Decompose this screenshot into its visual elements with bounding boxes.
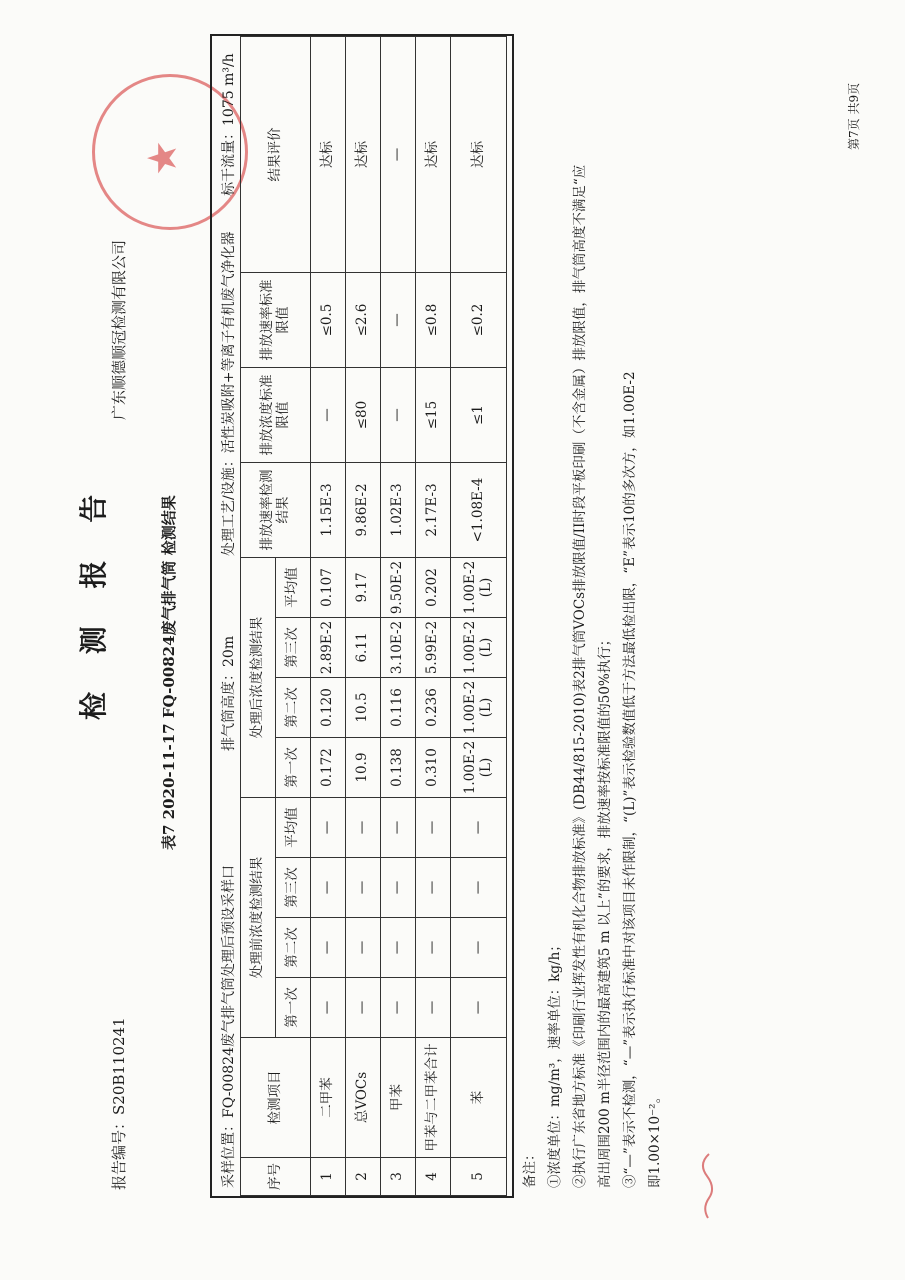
notes-label: 备注： xyxy=(522,1147,538,1188)
signature-mark xyxy=(700,1150,714,1220)
cell-rate-limit: ≤2.6 xyxy=(346,273,381,368)
cell-rate-limit: ≤0.8 xyxy=(416,273,451,368)
cell-post2: 0.116 xyxy=(381,678,416,738)
header-pre-second: 第二次 xyxy=(276,918,311,978)
header-pre-group: 处理前浓度检测结果 xyxy=(241,798,276,1038)
cell-conc-limit: — xyxy=(311,368,346,463)
cell-seq: 5 xyxy=(451,1158,507,1196)
results-frame xyxy=(210,34,514,1198)
cell-pre-avg: — xyxy=(451,798,507,858)
cell-pre3: — xyxy=(346,858,381,918)
cell-post-avg: 0.202 xyxy=(416,558,451,618)
cell-post-avg: 9.50E-2 xyxy=(381,558,416,618)
header-rate-limit: 排放速率标准限值 xyxy=(241,273,311,368)
seal-star-icon: ★ xyxy=(140,140,186,176)
cell-eval: 达标 xyxy=(451,37,507,273)
header-seq: 序号 xyxy=(241,1158,311,1196)
cell-seq: 2 xyxy=(346,1158,381,1196)
cell-conc-limit: ≤80 xyxy=(346,368,381,463)
cell-rate: 9.86E-2 xyxy=(346,463,381,558)
note-2a: ②执行广东省地方标准《印刷行业挥发性有机化合物排放标准》(DB44/815-2010)表2排气筒VOCs排放限值/II时段平板印刷（不含金属）排放限值，排气筒高度不满足“应 xyxy=(572,164,588,1188)
cell-post2: 0.236 xyxy=(416,678,451,738)
note-3a: ③“—”表示不检测，“—”表示执行标准中对该项目未作限制，“(L)”表示检验数值低于方法最低检出限，“E”表示10的多次方，如1.00E-2 xyxy=(622,371,638,1188)
cell-item: 总VOCs xyxy=(346,1038,381,1158)
cell-item: 二甲苯 xyxy=(311,1038,346,1158)
table-row xyxy=(346,37,381,1196)
cell-pre1: — xyxy=(311,978,346,1038)
page-footer: 第7页 共9页 xyxy=(847,82,861,150)
cell-post1: 1.00E-2 (L) xyxy=(451,738,507,798)
report-title: 检 测 报 告 xyxy=(77,480,110,720)
company-name: 广东顺德顺冠检测有限公司 xyxy=(110,239,128,420)
cell-seq: 3 xyxy=(381,1158,416,1196)
cell-pre1: — xyxy=(416,978,451,1038)
cell-post3: 3.10E-2 xyxy=(381,618,416,678)
cell-pre1: — xyxy=(381,978,416,1038)
header-row-1 xyxy=(241,37,276,1196)
note-1: ①浓度单位：mg/m³，速率单位：kg/h； xyxy=(547,938,563,1188)
cell-post1: 0.172 xyxy=(311,738,346,798)
header-item: 检测项目 xyxy=(241,1038,311,1158)
cell-rate: 1.15E-3 xyxy=(311,463,346,558)
header-rate: 排放速率检测结果 xyxy=(241,463,311,558)
cell-rate-limit: ≤0.5 xyxy=(311,273,346,368)
cell-post-avg: 9.17 xyxy=(346,558,381,618)
cell-rate: 1.02E-3 xyxy=(381,463,416,558)
gas-flow: 标干流量：1075 m³/h xyxy=(221,53,237,196)
cell-post3: 2.89E-2 xyxy=(311,618,346,678)
cell-pre-avg: — xyxy=(311,798,346,858)
table-caption: 表7 2020-11-17 FQ-00824废气排气筒 检测结果 xyxy=(160,495,178,850)
cell-pre3: — xyxy=(416,858,451,918)
cell-pre3: — xyxy=(311,858,346,918)
header-post-third: 第三次 xyxy=(276,618,311,678)
cell-eval: 达标 xyxy=(346,37,381,273)
header-pre-first: 第一次 xyxy=(276,978,311,1038)
cell-pre1: — xyxy=(346,978,381,1038)
table-row xyxy=(416,37,451,1196)
cell-post3: 5.99E-2 xyxy=(416,618,451,678)
results-table xyxy=(240,36,507,1196)
cell-post-avg: 0.107 xyxy=(311,558,346,618)
cell-conc-limit: ≤15 xyxy=(416,368,451,463)
report-number: 报告编号：S20B110241 xyxy=(110,1017,128,1190)
cell-pre2: — xyxy=(346,918,381,978)
cell-rate-limit: ≤0.2 xyxy=(451,273,507,368)
cell-seq: 1 xyxy=(311,1158,346,1196)
cell-eval: 达标 xyxy=(311,37,346,273)
cell-pre2: — xyxy=(451,918,507,978)
note-3b: 即1.00×10⁻²。 xyxy=(647,1089,663,1188)
cell-post1: 0.310 xyxy=(416,738,451,798)
table-body xyxy=(311,37,507,1196)
cell-pre2: — xyxy=(381,918,416,978)
cell-item: 甲苯 xyxy=(381,1038,416,1158)
sampling-location: 采样位置：FQ-00824废气排气筒处理后预设采样口 xyxy=(221,865,237,1188)
cell-pre-avg: — xyxy=(416,798,451,858)
cell-pre-avg: — xyxy=(381,798,416,858)
treatment-process: 处理工艺/设施：活性炭吸附+等离子有机废气净化器 xyxy=(221,231,237,556)
cell-rate: <1.08E-4 xyxy=(451,463,507,558)
cell-post1: 0.138 xyxy=(381,738,416,798)
table-row xyxy=(451,37,507,1196)
cell-pre1: — xyxy=(451,978,507,1038)
cell-post3: 1.00E-2 (L) xyxy=(451,618,507,678)
cell-rate: 2.17E-3 xyxy=(416,463,451,558)
cell-post3: 6.11 xyxy=(346,618,381,678)
header-post-first: 第一次 xyxy=(276,738,311,798)
header-post-avg: 平均值 xyxy=(276,558,311,618)
cell-eval: — xyxy=(381,37,416,273)
header-conc-limit: 排放浓度标准限值 xyxy=(241,368,311,463)
cell-pre2: — xyxy=(416,918,451,978)
header-post-group: 处理后浓度检测结果 xyxy=(241,558,276,798)
cell-post2: 10.5 xyxy=(346,678,381,738)
cell-post2: 0.120 xyxy=(311,678,346,738)
cell-pre-avg: — xyxy=(346,798,381,858)
cell-post1: 10.9 xyxy=(346,738,381,798)
stack-height: 排气筒高度：20m xyxy=(221,635,237,751)
cell-pre3: — xyxy=(451,858,507,918)
header-pre-third: 第三次 xyxy=(276,858,311,918)
header-eval: 结果评价 xyxy=(241,37,311,273)
cell-item: 甲苯与二甲苯合计 xyxy=(416,1038,451,1158)
header-pre-avg: 平均值 xyxy=(276,798,311,858)
note-2b: 高出周围200 m半径范围内的最高建筑5 m 以上”的要求，排放速率按标准限值的50%执行； xyxy=(597,632,613,1188)
cell-pre2: — xyxy=(311,918,346,978)
cell-item: 苯 xyxy=(451,1038,507,1158)
cell-eval: 达标 xyxy=(416,37,451,273)
cell-pre3: — xyxy=(381,858,416,918)
cell-conc-limit: ≤1 xyxy=(451,368,507,463)
table-row xyxy=(311,37,346,1196)
cell-post-avg: 1.00E-2 (L) xyxy=(451,558,507,618)
cell-conc-limit: — xyxy=(381,368,416,463)
cell-rate-limit: — xyxy=(381,273,416,368)
table-row xyxy=(381,37,416,1196)
header-post-second: 第二次 xyxy=(276,678,311,738)
cell-post2: 1.00E-2 (L) xyxy=(451,678,507,738)
cell-seq: 4 xyxy=(416,1158,451,1196)
